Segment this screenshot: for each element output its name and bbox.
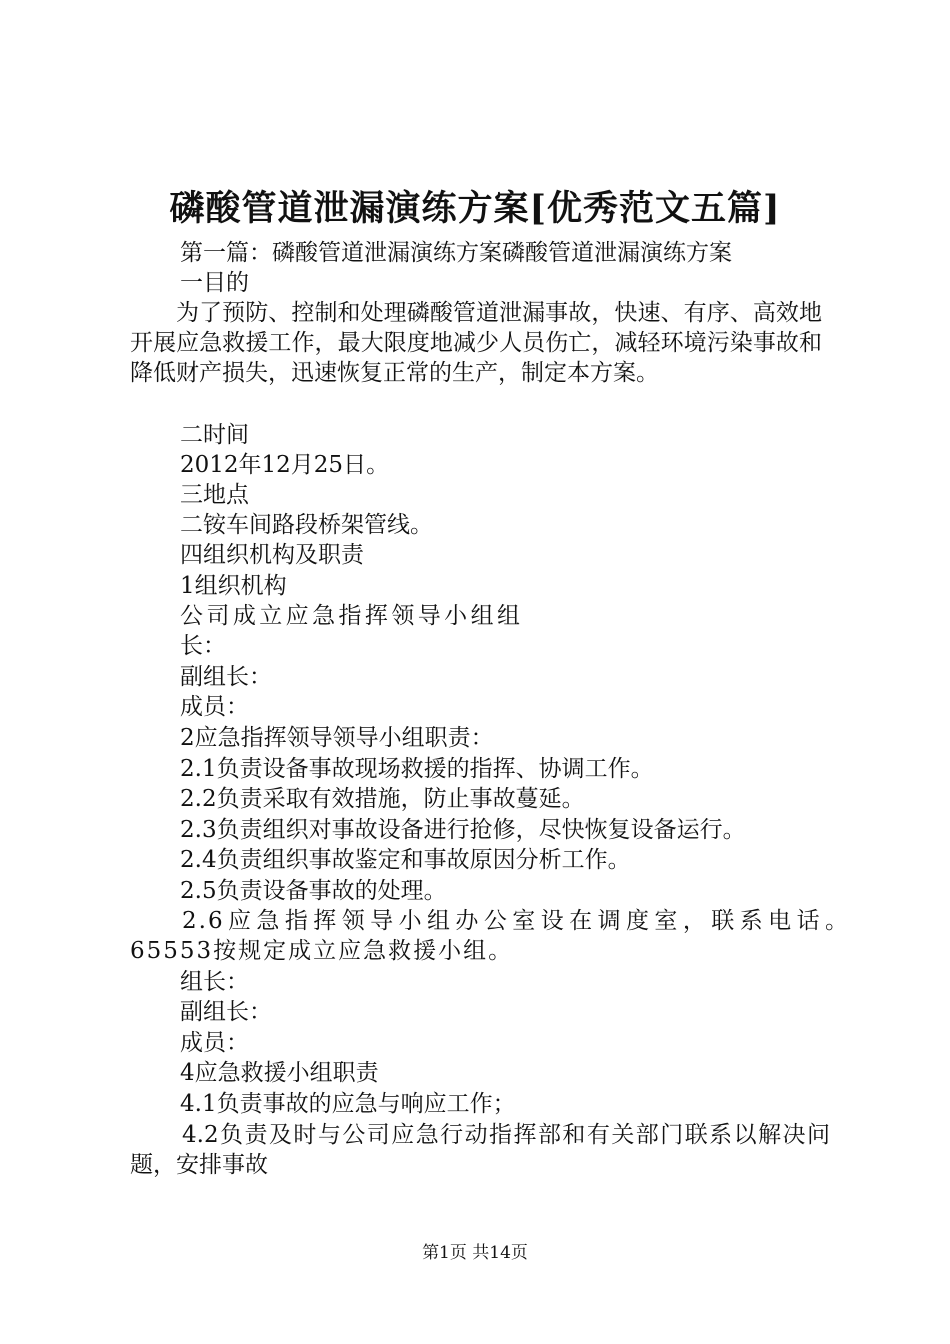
subsection-heading: 1组织机构 bbox=[180, 573, 287, 599]
subsection-heading: 2应急指挥领导领导小组职责： bbox=[180, 725, 494, 751]
page-footer: 第1页 共14页 bbox=[422, 1243, 528, 1263]
duty-item: 2.2负责采取有效措施，防止事故蔓延。 bbox=[180, 786, 585, 812]
duty-item: 2.3负责组织对事故设备进行抢修，尽快恢复设备运行。 bbox=[180, 817, 746, 843]
paragraph: 2.6应急指挥领导小组办公室设在调度室，联系电话。65553按规定成立应急救援小组。 bbox=[130, 908, 850, 964]
text-line: 副组长： bbox=[180, 664, 272, 690]
part-heading: 第一篇：磷酸管道泄漏演练方案磷酸管道泄漏演练方案 bbox=[180, 240, 732, 266]
duty-item: 2.4负责组织事故鉴定和事故原因分析工作。 bbox=[180, 847, 631, 873]
paragraph: 公司成立应急指挥领导小组组长： bbox=[180, 603, 520, 659]
text-line: 成员： bbox=[180, 694, 249, 720]
section-heading: 一目的 bbox=[180, 270, 249, 296]
section-heading: 四组织机构及职责 bbox=[180, 542, 364, 568]
text-line: 成员： bbox=[180, 1030, 249, 1056]
text-line: 二铵车间路段桥架管线。 bbox=[180, 512, 433, 538]
subsection-heading: 4应急救援小组职责 bbox=[180, 1060, 379, 1086]
text-line: 组长： bbox=[180, 969, 249, 995]
text-line: 副组长： bbox=[180, 999, 272, 1025]
duty-item: 4.1负责事故的应急与响应工作； bbox=[180, 1091, 516, 1117]
duty-item: 2.5负责设备事故的处理。 bbox=[180, 878, 447, 904]
paragraph: 4.2负责及时与公司应急行动指挥部和有关部门联系以解决问题，安排事故 bbox=[130, 1122, 830, 1178]
section-heading: 三地点 bbox=[180, 482, 249, 508]
section-heading: 二时间 bbox=[180, 422, 249, 448]
duty-item: 2.1负责设备事故现场救援的指挥、协调工作。 bbox=[180, 756, 654, 782]
document-title: 磷酸管道泄漏演练方案[优秀范文五篇] bbox=[169, 188, 781, 229]
text-line: 2012年12月25日。 bbox=[180, 452, 390, 478]
paragraph: 为了预防、控制和处理磷酸管道泄漏事故，快速、有序、高效地开展应急救援工作，最大限度地减少人员伤亡，减轻环境污染事故和降低财产损失，迅速恢复正常的生产，制定本方案。 bbox=[130, 300, 822, 386]
